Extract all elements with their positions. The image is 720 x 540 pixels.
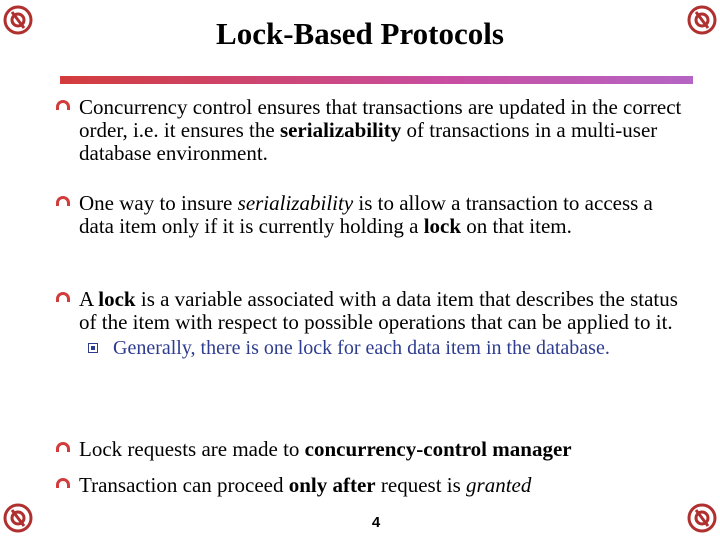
sub-bullet: [113, 338, 684, 359]
bullet-glyph-icon: [54, 476, 72, 494]
bullet-text: A lock is a variable associated with a data item that describes the status of the item with respect to possible operations that can be applied to it.: [79, 287, 678, 334]
bullet-item: [54, 438, 684, 461]
bullet-text: Concurrency control ensures that transactions are updated in the correct order, i.e. it ensures the serializability of transactions in a multi-user database environment.: [79, 95, 682, 165]
page-number: 4: [371, 514, 381, 531]
bullet-item: [54, 96, 684, 165]
slide-title: Lock-Based Protocols: [216, 16, 504, 51]
bullet-glyph-icon: [54, 194, 72, 212]
bullet-glyph-icon: [54, 290, 72, 308]
bullet-item: [54, 192, 684, 238]
bullet-text: Lock requests are made to concurrency-control manager: [79, 437, 572, 461]
bullet-item: [54, 288, 684, 359]
title-divider: [60, 76, 693, 84]
square-bullet-icon: [88, 343, 98, 353]
sub-bullet-text: Generally, there is one lock for each data item in the database.: [113, 337, 610, 359]
bullet-glyph-icon: [54, 98, 72, 116]
bullet-item: [54, 474, 684, 497]
bullet-text: Transaction can proceed only after request is granted: [79, 473, 532, 497]
bullet-text: One way to insure serializability is to allow a transaction to access a data item only if it is currently holding a lock on that item.: [79, 191, 653, 238]
bullet-glyph-icon: [54, 440, 72, 458]
